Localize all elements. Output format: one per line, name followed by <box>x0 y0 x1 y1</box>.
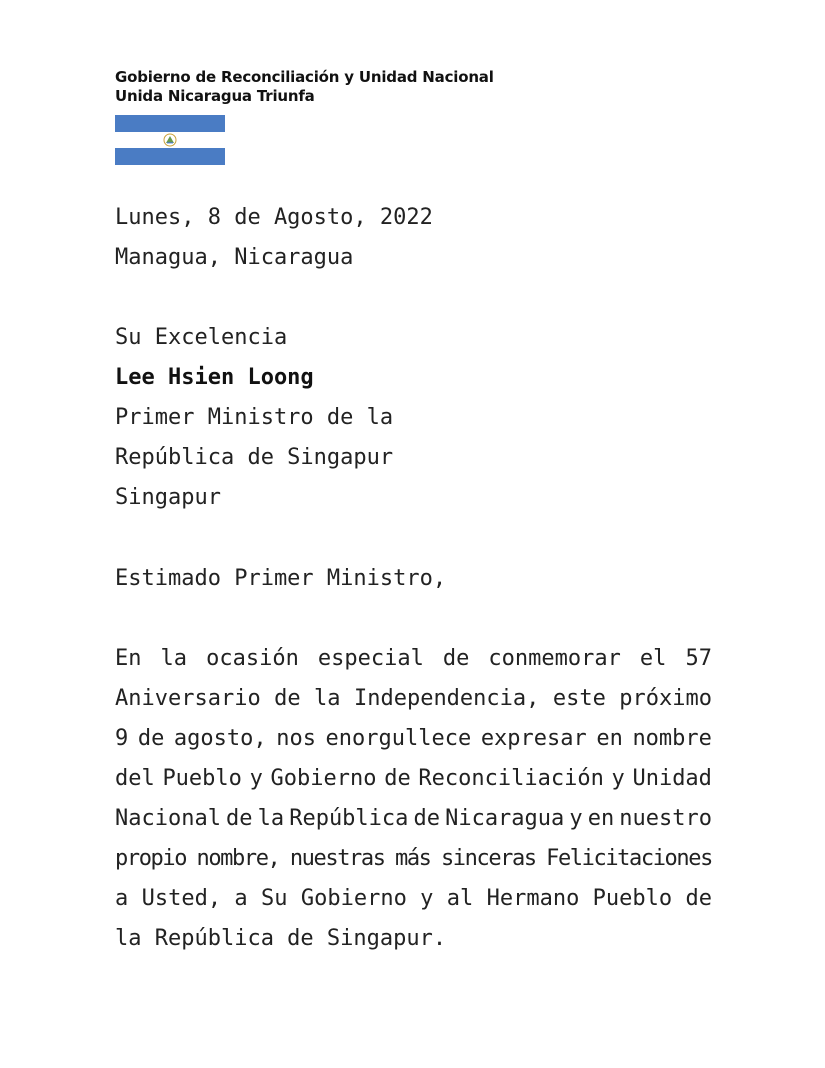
body-word: de <box>137 726 165 751</box>
body-word: en <box>596 726 623 751</box>
body-word: de <box>274 686 301 711</box>
body-word: propio <box>115 846 187 871</box>
body-word: Reconciliación <box>418 766 604 791</box>
body-word: de <box>384 766 411 791</box>
body-line <box>115 919 712 959</box>
body-word: del <box>115 766 155 791</box>
body-word: Gobierno <box>300 886 407 911</box>
body-word: de <box>442 646 470 671</box>
body-word: Su <box>261 886 288 911</box>
body-word: En <box>115 646 142 671</box>
body-word: enorgullece <box>325 726 472 751</box>
body-word: la <box>257 806 285 831</box>
body-word: nombre <box>632 726 712 751</box>
date-line: Lunes, 8 de Agosto, 2022 <box>115 205 433 230</box>
body-word: próximo <box>619 686 712 711</box>
body-word: nombre, <box>196 846 280 871</box>
coat-of-arms-icon <box>163 133 177 147</box>
place-line: Managua, Nicaragua <box>115 245 354 270</box>
body-line <box>115 679 712 719</box>
body-word: Pueblo <box>592 886 673 911</box>
body-word: nuestro <box>619 806 712 831</box>
body-word: Unidad <box>632 766 712 791</box>
recipient-name: Lee Hsien Loong <box>115 365 314 390</box>
body-word: de <box>413 806 440 831</box>
body-line <box>115 719 712 759</box>
body-word: y <box>420 886 434 911</box>
body-word: República <box>289 806 409 831</box>
letterhead-government-name: Gobierno de Reconciliación y Unidad Nacional <box>115 68 494 86</box>
body-word: Nacional <box>115 806 221 831</box>
body-word: agosto, <box>173 726 267 751</box>
recipient-position-line2: República de Singapur <box>115 445 394 470</box>
recipient-position-line1: Primer Ministro de la <box>115 405 394 430</box>
body-word: de <box>226 806 253 831</box>
body-word: Hermano <box>486 886 580 911</box>
body-word: ocasión <box>206 646 299 671</box>
recipient-country: Singapur <box>115 485 221 510</box>
body-word: a <box>115 886 129 911</box>
body-word: sinceras <box>440 846 536 871</box>
body-word: Aniversario <box>115 686 261 711</box>
body-line <box>115 879 712 919</box>
recipient-title: Su Excelencia <box>115 325 288 350</box>
body-word: Gobierno <box>270 766 377 791</box>
body-word: y <box>249 766 263 791</box>
body-word: y <box>569 806 583 831</box>
salutation: Estimado Primer Ministro, <box>115 566 447 591</box>
body-word: nos <box>276 726 316 751</box>
body-word: al <box>446 886 474 911</box>
body-word: especial <box>317 646 424 671</box>
date-block <box>115 198 433 278</box>
recipient-block <box>115 318 393 518</box>
body-word: 9 <box>115 726 129 751</box>
body-word: la República de Singapur. <box>115 926 447 951</box>
body-word: más <box>394 846 431 871</box>
flag-top-stripe <box>115 115 225 132</box>
body-word: y <box>611 766 625 791</box>
body-word: en <box>587 806 615 831</box>
letterhead <box>115 68 494 106</box>
body-word: Pueblo <box>162 766 242 791</box>
body-line <box>115 839 712 879</box>
body-word: conmemorar <box>488 646 621 671</box>
body-word: nuestras <box>289 846 385 871</box>
body-word: Usted, <box>141 886 222 911</box>
body-word: Felicitaciones <box>546 846 712 871</box>
body-word: el <box>639 646 667 671</box>
letterhead-slogan: Unida Nicaragua Triunfa <box>115 87 315 105</box>
body-word: Nicaragua <box>445 806 565 831</box>
body-word: este <box>552 686 606 711</box>
body-word: 57 <box>685 646 712 671</box>
body-word: la <box>314 686 341 711</box>
nicaragua-flag-icon <box>115 115 225 165</box>
body-word: Independencia, <box>353 686 540 711</box>
flag-center-stripe <box>115 132 225 149</box>
body-line <box>115 799 712 839</box>
body-word: la <box>160 646 188 671</box>
letter-body <box>115 639 712 959</box>
body-line <box>115 639 712 679</box>
body-line <box>115 759 712 799</box>
body-word: a <box>234 886 248 911</box>
body-word: de <box>685 886 712 911</box>
flag-bottom-stripe <box>115 148 225 165</box>
body-word: expresar <box>480 726 587 751</box>
